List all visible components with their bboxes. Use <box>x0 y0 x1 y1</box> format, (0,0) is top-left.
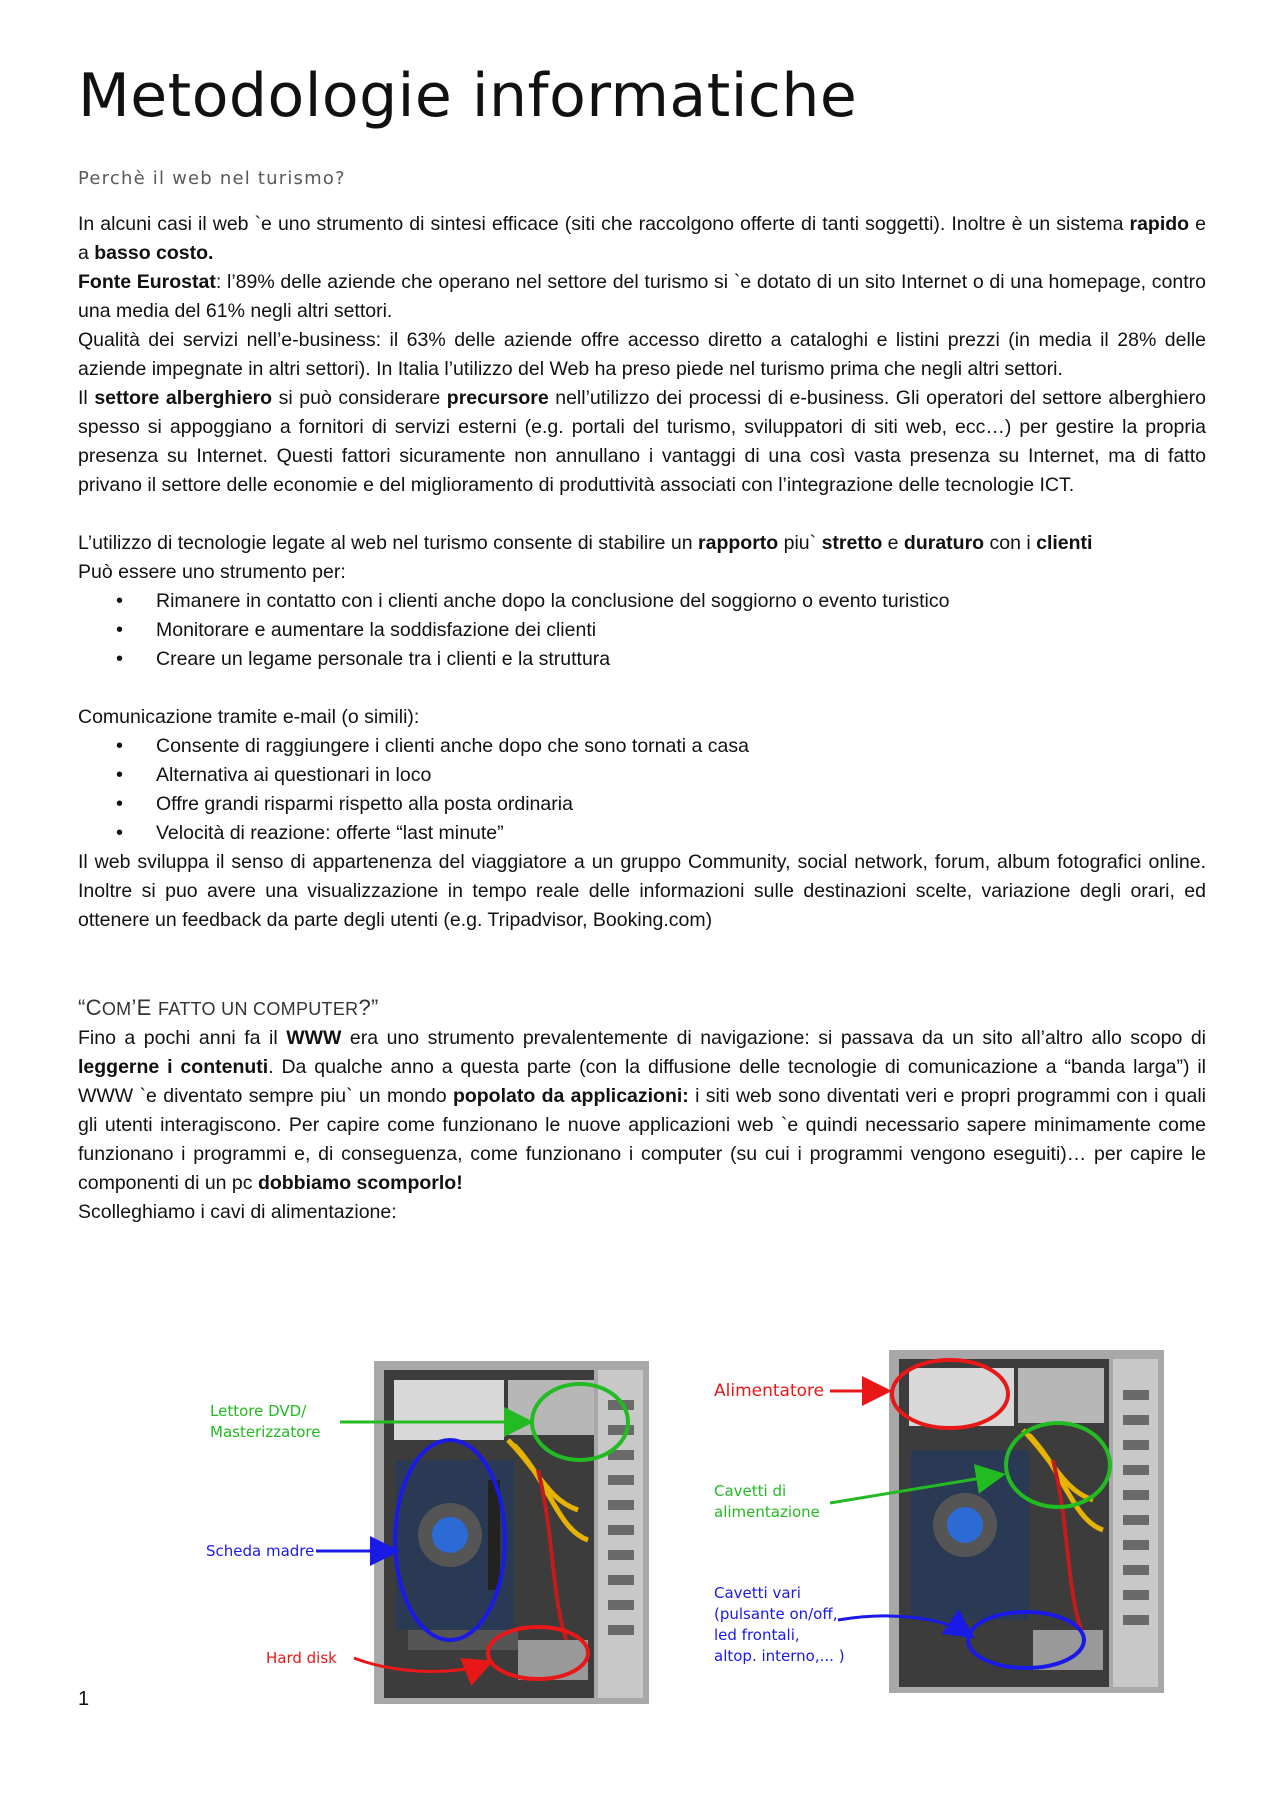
section-subtitle: Perchè il web nel turismo? <box>78 168 346 189</box>
cables-note: Scolleghiamo i cavi di alimentazione: <box>78 1201 397 1223</box>
label-motherboard: Scheda madre <box>206 1542 315 1560</box>
intro-paragraph-1: In alcuni casi il web `e uno strumento di sintesi efficace (siti che raccolgono offerte di tanti soggetti). Inoltre è un sistema rapido e a basso costo. <box>78 213 1206 264</box>
section2-paragraph: Fino a pochi anni fa il WWW era uno strumento prevalentemente di navigazione: si passava da un sito all’altro allo scopo di leggerne i contenuti. Da qualche anno a questa parte (con la diffusione delle tecnologie di comunicazione a “banda larga”) il WWW `e diventato sempre piu` un mondo popolato da applicazioni: i siti web sono diventati veri e propri programmi con i quali gli utenti interagiscono. Per capire come funzionano le nuove applicazioni web `e quindi necessario sapere minimamente come funzionano i programmi e, di conseguenza, come funzionano i computer (su cui i programmi vengono eseguiti)… per capire le componenti di un pc dobbiamo scomporlo! <box>78 1027 1207 1194</box>
list-item: • Alternativa ai questionari in loco <box>78 761 1206 790</box>
page-number: 1 <box>78 1688 90 1710</box>
label-dvd-line2: Masterizzatore <box>210 1423 321 1441</box>
pc-case-photo-right <box>889 1350 1164 1693</box>
email-list <box>78 732 1206 848</box>
label-misc-cables-line4: altop. interno,... ) <box>714 1647 845 1665</box>
relationship-paragraph: L’utilizzo di tecnologie legate al web nel turismo consente di stabilire un rapporto piu` stretto e duraturo con i clienti <box>78 532 1093 554</box>
section-heading: “COM’E FATTO UN COMPUTER?” <box>78 995 379 1020</box>
label-power-cables-line2: alimentazione <box>714 1503 820 1521</box>
list-item: • Creare un legame personale tra i clienti e la struttura <box>78 645 1206 674</box>
right-figure-labels <box>714 1381 845 1665</box>
list-item: • Velocità di reazione: offerte “last minute” <box>78 819 1206 848</box>
pc-case-photo-left <box>374 1361 649 1704</box>
intro-paragraph-2: Fonte Eurostat: l’89% delle aziende che operano nel settore del turismo si `e dotato di un sito Internet o di una homepage, contro una media del 61% negli altri settori. <box>78 271 1206 322</box>
label-misc-cables-line1: Cavetti vari <box>714 1584 801 1602</box>
label-power-cables-line1: Cavetti di <box>714 1482 787 1500</box>
list-item: • Monitorare e aumentare la soddisfazione dei clienti <box>78 616 1206 645</box>
relationship-lead: Può essere uno strumento per: <box>78 561 346 583</box>
list-item: • Consente di raggiungere i clienti anche dopo che sono tornati a casa <box>78 732 1206 761</box>
label-misc-cables-line3: led frontali, <box>714 1626 800 1644</box>
intro-paragraph-4: Il settore alberghiero si può considerare precursore nell’utilizzo dei processi di e-business. Gli operatori del settore alberghiero spesso si appoggiano a fornitori di servizi esterni (e.g. portali del turismo, sviluppatori di siti web, ecc…) per gestire la propria presenza su Internet. Questi fattori sicuramente non annullano i vantaggi di una così vasta presenza su Internet, ma di fatto privano il settore delle economie e del miglioramento di produttività associati con l’integrazione delle tecnologie ICT. <box>78 387 1207 496</box>
computer-figures <box>78 1330 1206 1730</box>
document-body <box>78 210 1206 1227</box>
list-item: • Rimanere in contatto con i clienti anche dopo la conclusione del soggiorno o evento turistico <box>78 587 1206 616</box>
list-item: • Offre grandi risparmi rispetto alla posta ordinaria <box>78 790 1206 819</box>
label-misc-cables-line2: (pulsante on/off, <box>714 1605 838 1623</box>
left-figure-labels <box>206 1402 337 1667</box>
label-psu: Alimentatore <box>714 1381 825 1401</box>
label-harddisk: Hard disk <box>266 1649 337 1667</box>
page-title: Metodologie informatiche <box>78 61 858 131</box>
email-closing-paragraph: Il web sviluppa il senso di appartenenza del viaggiatore a un gruppo Community, social network, forum, album fotografici online. Inoltre si puo avere una visualizzazione in tempo reale delle informazioni sulle destinazioni scelte, variazione degli orari, ed ottenere un feedback da parte degli utenti (e.g. Tripadvisor, Booking.com) <box>78 851 1206 931</box>
intro-paragraph-3: Qualità dei servizi nell’e-business: il 63% delle aziende offre accesso diretto a cataloghi e listini prezzi (in media il 28% delle aziende impegnate in altri settori). In Italia l’utilizzo del Web ha preso piede nel turismo prima che negli altri settori. <box>78 329 1206 380</box>
label-dvd-line1: Lettore DVD/ <box>210 1402 307 1420</box>
email-lead: Comunicazione tramite e-mail (o simili): <box>78 706 420 728</box>
relationship-list <box>78 587 1206 674</box>
